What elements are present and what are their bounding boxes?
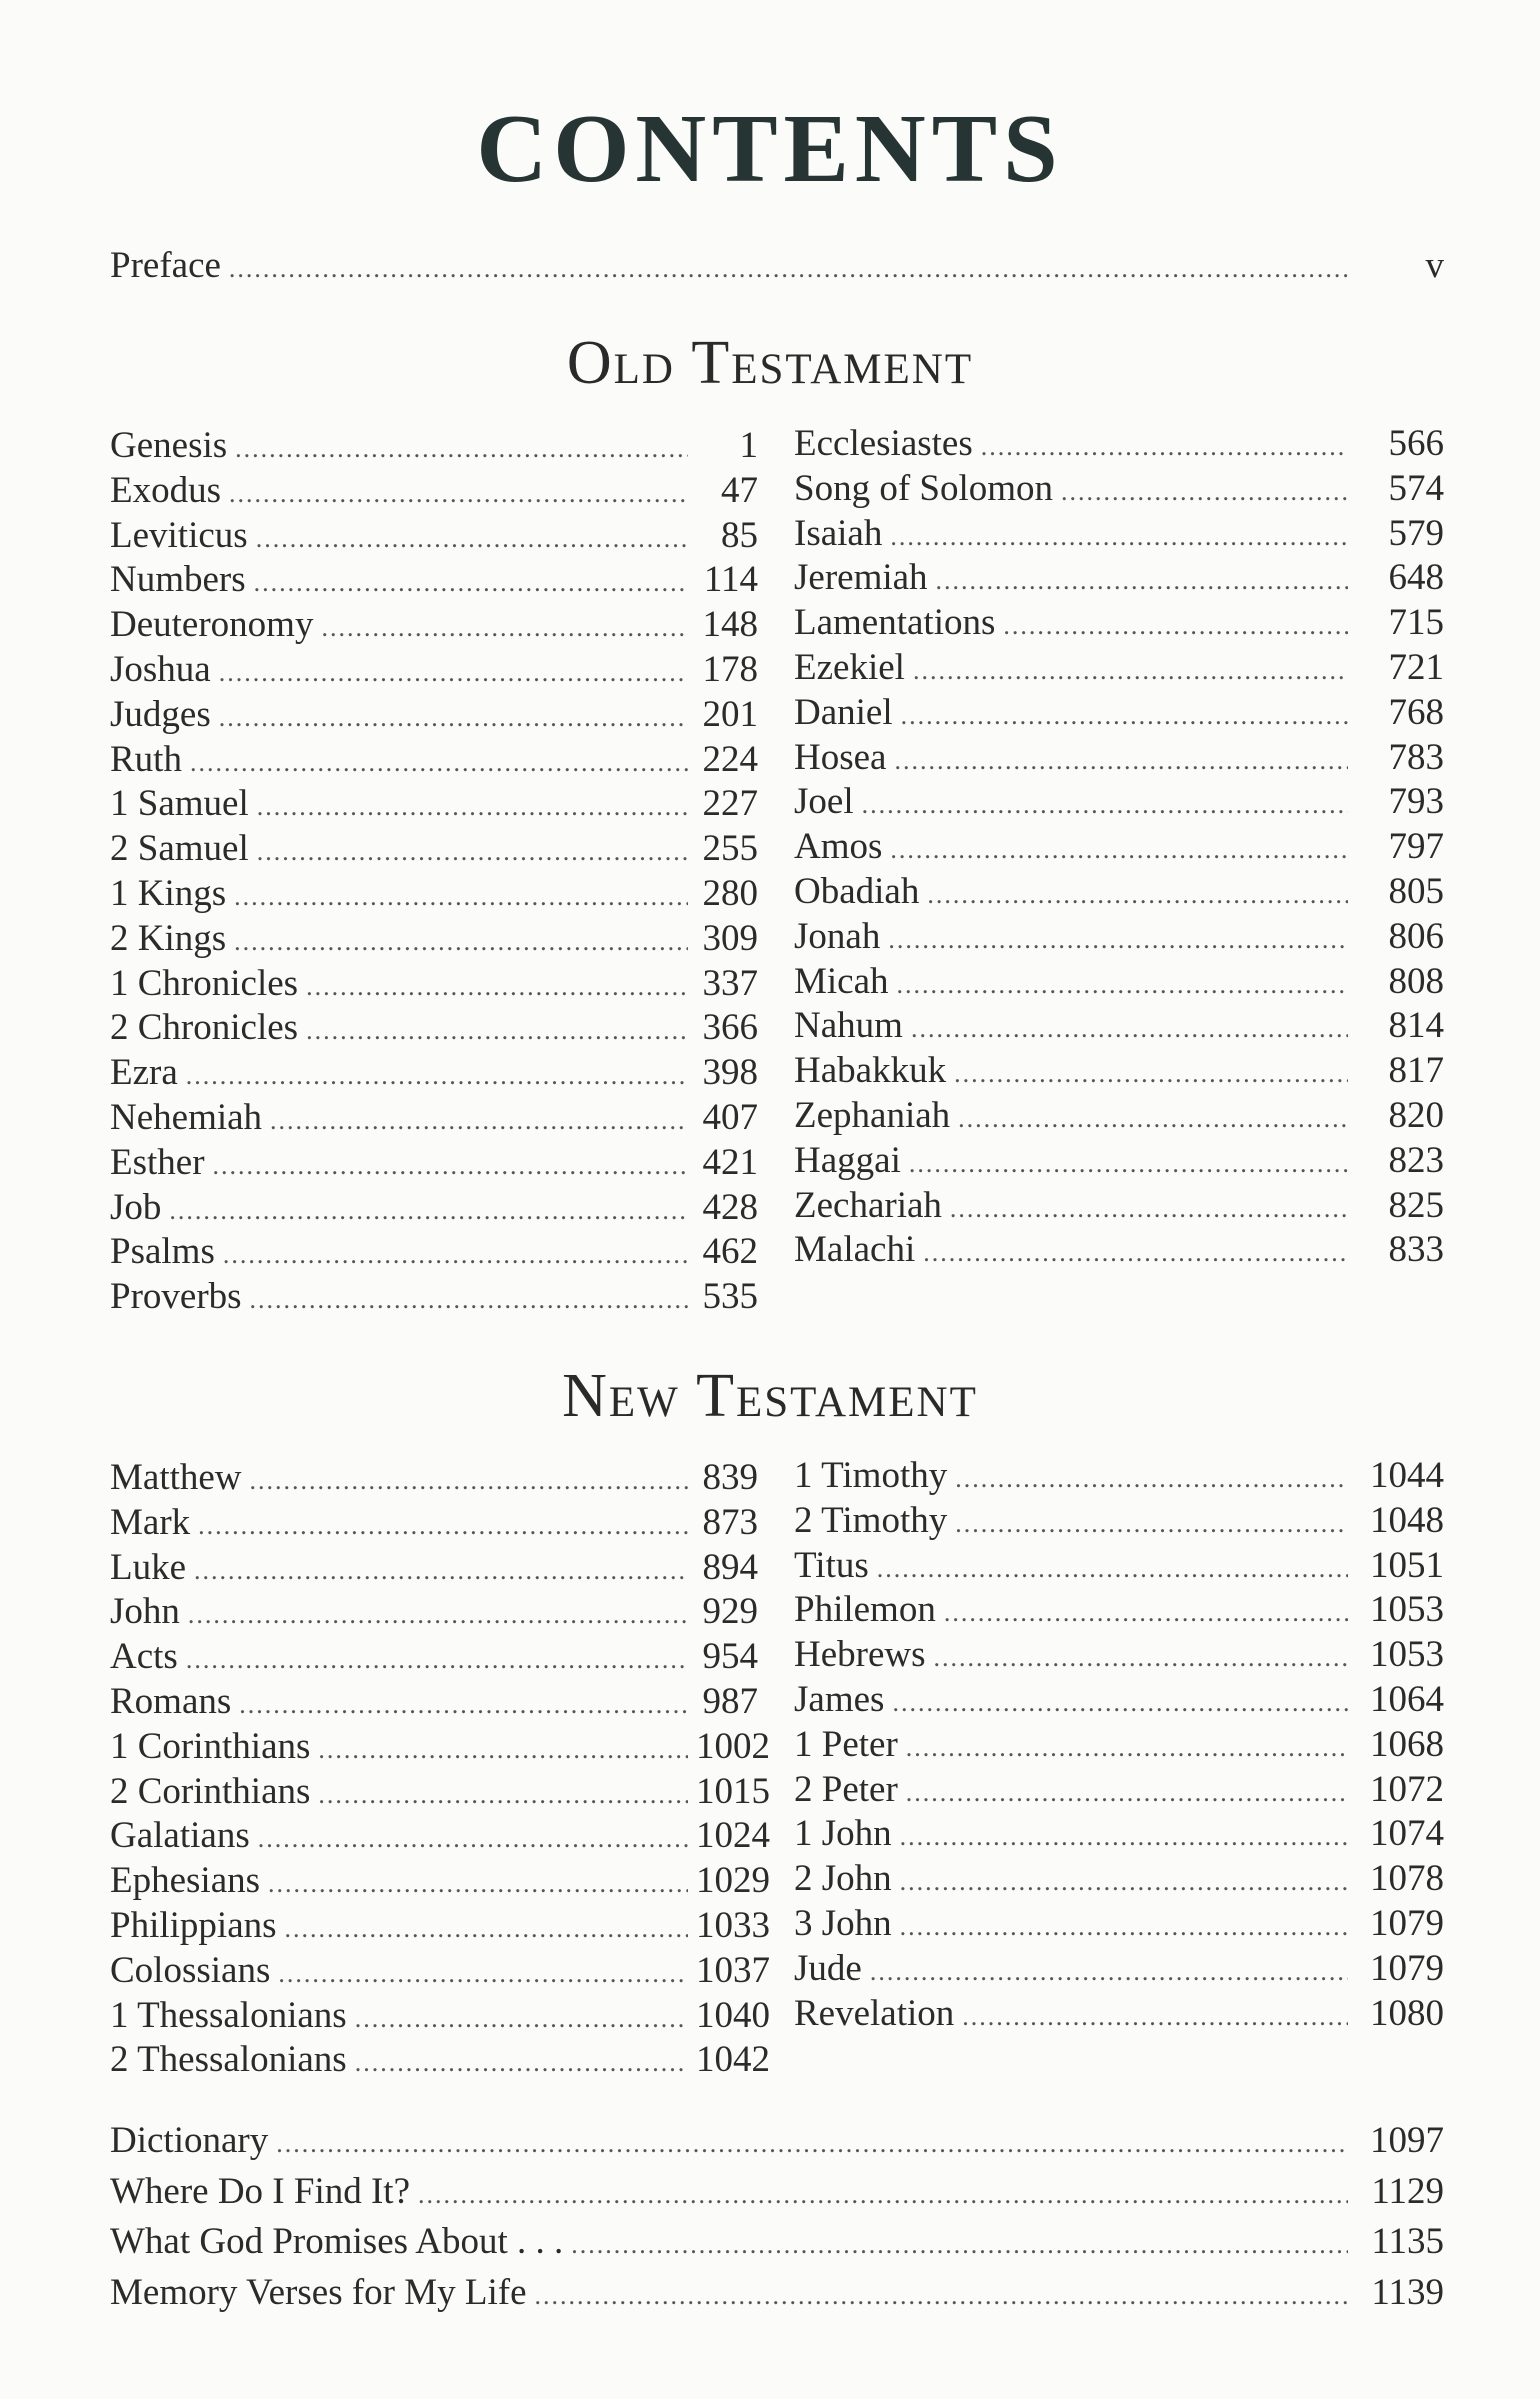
entry-page: 648 [1388, 557, 1444, 599]
dot-leader [257, 829, 688, 874]
entry-page: 783 [1388, 736, 1444, 778]
toc-entry[interactable] [794, 466, 1444, 511]
entry-label: 2 John [794, 1858, 892, 1900]
dot-leader [923, 1230, 1348, 1275]
old-testament-heading: Old Testament [566, 329, 974, 397]
toc-entry[interactable] [110, 871, 758, 916]
dot-leader [877, 1546, 1348, 1591]
toc-entry[interactable] [794, 1946, 1444, 1991]
entry-page: 817 [1388, 1050, 1444, 1092]
dot-leader [944, 1590, 1348, 1635]
entry-page: 820 [1388, 1095, 1444, 1136]
dot-leader [900, 1814, 1348, 1859]
entry-page: 1024 [696, 1815, 770, 1857]
toc-entry[interactable] [110, 647, 758, 692]
entry-page: 1051 [1370, 1544, 1444, 1586]
entry-label: Philemon [794, 1589, 936, 1631]
entry-page: 1079 [1370, 1903, 1444, 1944]
toc-entry[interactable] [110, 1724, 770, 1769]
entry-label: 3 John [794, 1903, 892, 1944]
entry-label: Lamentations [794, 602, 996, 644]
toc-entry[interactable] [110, 1050, 758, 1095]
toc-entry[interactable] [110, 1769, 770, 1814]
dot-leader [927, 872, 1348, 917]
dot-leader [188, 1592, 688, 1637]
dot-leader [890, 514, 1348, 559]
dot-leader [223, 1232, 688, 1277]
dot-leader [198, 1503, 688, 1548]
entry-page: 1029 [696, 1860, 770, 1902]
entry-page: 309 [702, 917, 758, 959]
toc-entry[interactable] [110, 692, 758, 737]
dot-leader [229, 246, 1348, 291]
entry-page: 1135 [1371, 2221, 1444, 2262]
toc-entry[interactable] [794, 1722, 1444, 1767]
toc-entry-preface[interactable] [110, 243, 1444, 288]
dot-leader [250, 1458, 688, 1503]
entry-label: Ezekiel [794, 647, 905, 688]
entry-page: 148 [702, 604, 758, 646]
entry-page: 535 [702, 1276, 758, 1318]
entry-page: 178 [702, 649, 758, 690]
dot-leader [318, 1772, 688, 1817]
toc-entry[interactable] [794, 914, 1444, 959]
dot-leader [285, 1906, 688, 1951]
entry-label: Joel [794, 781, 854, 823]
entry-page: 85 [721, 514, 758, 556]
entry-label: Exodus [110, 469, 221, 511]
entry-label: Romans [110, 1681, 232, 1722]
entry-label: Job [110, 1186, 162, 1228]
entry-page: 987 [702, 1681, 758, 1722]
dot-leader [213, 1143, 688, 1188]
entry-label: Joshua [110, 649, 211, 690]
entry-label: Jonah [794, 915, 881, 957]
entry-page: 574 [1388, 467, 1444, 509]
entry-label: Ezra [110, 1052, 178, 1094]
entry-page: 1078 [1370, 1858, 1444, 1900]
dot-leader [258, 1816, 688, 1861]
entry-label: Deuteronomy [110, 604, 314, 646]
entry-label: Zechariah [794, 1184, 942, 1226]
toc-entry[interactable] [110, 2118, 1444, 2163]
dot-leader [276, 2121, 1348, 2166]
toc-entry[interactable] [794, 1677, 1444, 1722]
entry-label: Colossians [110, 1949, 271, 1991]
entry-label: Zephaniah [794, 1095, 951, 1136]
dot-leader [256, 516, 688, 561]
toc-entry[interactable] [110, 961, 758, 1006]
entry-page: 462 [702, 1231, 758, 1273]
dot-leader [219, 650, 688, 695]
toc-entry[interactable] [110, 468, 758, 513]
entry-label: Nahum [794, 1005, 903, 1047]
entry-label: Esther [110, 1141, 205, 1183]
entry-page: 954 [702, 1636, 758, 1678]
toc-entry[interactable] [794, 1453, 1444, 1498]
entry-label: Song of Solomon [794, 467, 1054, 509]
dot-leader [955, 1456, 1348, 1501]
entry-page: 808 [1388, 960, 1444, 1002]
dot-leader [900, 1904, 1348, 1949]
entry-page: 797 [1388, 826, 1444, 868]
entry-page: 1139 [1371, 2271, 1444, 2313]
dot-leader [355, 2040, 688, 2085]
entry-page: 337 [702, 962, 758, 1004]
toc-entry[interactable] [794, 1543, 1444, 1588]
entry-label: Mark [110, 1501, 191, 1543]
entry-page: 1129 [1371, 2170, 1444, 2212]
toc-entry[interactable] [110, 2219, 1444, 2264]
dot-leader [1061, 469, 1348, 514]
dot-leader [268, 1861, 688, 1906]
entry-label: 2 Samuel [110, 828, 249, 870]
entry-page: 1068 [1370, 1723, 1444, 1765]
dot-leader [306, 964, 688, 1009]
entry-page: 1037 [696, 1949, 770, 1991]
dot-leader [169, 1188, 688, 1233]
toc-entry[interactable] [794, 1767, 1444, 1812]
entry-page: 407 [702, 1097, 758, 1138]
entry-label: 1 Thessalonians [110, 1994, 347, 2036]
toc-entry[interactable] [110, 737, 758, 782]
toc-entry[interactable] [794, 555, 1444, 600]
entry-label: Matthew [110, 1457, 242, 1498]
entry-page: 806 [1388, 915, 1444, 957]
dot-leader [318, 1727, 688, 1772]
entry-page: 1053 [1370, 1634, 1444, 1676]
toc-entry[interactable] [794, 1901, 1444, 1946]
toc-entry[interactable] [110, 1813, 770, 1858]
toc-entry[interactable] [794, 421, 1444, 466]
entry-label: Dictionary [110, 2120, 269, 2161]
entry-label: Habakkuk [794, 1050, 947, 1092]
entry-label: Malachi [794, 1229, 916, 1271]
toc-entry[interactable] [794, 1811, 1444, 1856]
toc-entry[interactable] [110, 1948, 770, 1993]
entry-page: 47 [721, 469, 758, 511]
dot-leader [900, 1859, 1348, 1904]
toc-entry[interactable] [110, 1274, 758, 1319]
toc-entry[interactable] [794, 1003, 1444, 1048]
toc-entry[interactable] [110, 1185, 758, 1230]
toc-entry[interactable] [794, 1227, 1444, 1272]
entry-label: Luke [110, 1546, 187, 1588]
dot-leader [981, 424, 1348, 469]
dot-leader [229, 471, 688, 516]
entry-label: Philippians [110, 1905, 277, 1946]
entry-label: James [794, 1679, 885, 1720]
dot-leader [909, 1141, 1348, 1186]
entry-label: Jeremiah [794, 557, 928, 599]
dot-leader [234, 919, 688, 964]
dot-leader [306, 1008, 688, 1053]
entry-label: 2 Thessalonians [110, 2039, 347, 2081]
entry-label: Memory Verses for My Life [110, 2271, 527, 2313]
dot-leader [913, 648, 1348, 693]
dot-leader [219, 695, 688, 740]
entry-page: 1074 [1370, 1813, 1444, 1855]
dot-leader [862, 782, 1348, 827]
entry-label: Micah [794, 960, 889, 1002]
entry-page: 1079 [1370, 1947, 1444, 1989]
entry-label: Titus [794, 1544, 869, 1586]
entry-page: 1080 [1370, 1992, 1444, 2034]
dot-leader [278, 1951, 688, 1996]
toc-entry[interactable] [110, 423, 758, 468]
entry-page: 793 [1388, 781, 1444, 823]
entry-label: Ruth [110, 738, 182, 780]
dot-leader [254, 560, 688, 605]
toc-entry[interactable] [110, 1679, 758, 1724]
dot-leader [194, 1548, 688, 1593]
dot-leader [897, 962, 1348, 1007]
entry-page: 814 [1388, 1005, 1444, 1047]
dot-leader [235, 426, 688, 471]
dot-leader [250, 1277, 688, 1322]
toc-entry[interactable] [794, 1048, 1444, 1093]
toc-entry[interactable] [110, 1634, 758, 1679]
toc-entry[interactable] [794, 600, 1444, 645]
entry-label: Haggai [794, 1139, 901, 1181]
dot-leader [257, 784, 688, 829]
entry-label: Ecclesiastes [794, 423, 973, 464]
dot-leader [190, 740, 688, 785]
dot-leader [870, 1949, 1348, 1994]
entry-page: 280 [702, 873, 758, 914]
toc-entry[interactable] [110, 2037, 770, 2082]
entry-label: Psalms [110, 1231, 215, 1273]
dot-leader [901, 693, 1348, 738]
dot-leader [888, 917, 1348, 962]
entry-page: 201 [702, 693, 758, 735]
toc-entry[interactable] [794, 1183, 1444, 1228]
toc-entry[interactable] [794, 511, 1444, 556]
entry-page: 805 [1388, 871, 1444, 912]
entry-page: 566 [1388, 423, 1444, 464]
toc-entry[interactable] [794, 1632, 1444, 1677]
toc-entry[interactable] [110, 1229, 758, 1274]
entry-label: 2 Chronicles [110, 1007, 299, 1049]
toc-entry[interactable] [110, 1858, 770, 1903]
entry-label: Ephesians [110, 1860, 261, 1902]
toc-entry[interactable] [794, 645, 1444, 690]
dot-leader [962, 1994, 1348, 2039]
entry-page: 1044 [1370, 1455, 1444, 1496]
toc-entry[interactable] [110, 1589, 758, 1634]
entry-label: Obadiah [794, 871, 920, 912]
entry-label: Leviticus [110, 514, 248, 556]
entry-page: 1042 [696, 2039, 770, 2081]
entry-label: 2 Corinthians [110, 1770, 311, 1812]
entry-label: Amos [794, 826, 883, 868]
toc-entry[interactable] [794, 959, 1444, 1004]
entry-label: Revelation [794, 1992, 955, 2034]
dot-leader [321, 605, 688, 650]
entry-label: Genesis [110, 425, 228, 466]
toc-entry[interactable] [110, 1993, 770, 2038]
entry-label: 1 Chronicles [110, 962, 299, 1004]
dot-leader [906, 1725, 1348, 1770]
entry-page: 825 [1388, 1184, 1444, 1226]
entry-label: Hebrews [794, 1634, 926, 1676]
toc-entry[interactable] [110, 826, 758, 871]
entry-label: Hosea [794, 736, 887, 778]
toc-entry[interactable] [110, 1095, 758, 1140]
entry-page: 1 [739, 425, 758, 466]
toc-entry[interactable] [794, 1991, 1444, 2036]
dot-leader [892, 1680, 1348, 1725]
entry-page: v [1425, 245, 1444, 286]
dot-leader [186, 1637, 688, 1682]
toc-entry[interactable] [794, 690, 1444, 735]
dot-leader [355, 1996, 688, 2041]
toc-entry[interactable] [110, 2270, 1444, 2315]
entry-page: 421 [702, 1141, 758, 1183]
entry-page: 428 [702, 1186, 758, 1228]
dot-leader [1003, 603, 1348, 648]
entry-label: Acts [110, 1636, 178, 1678]
entry-label: 1 Kings [110, 873, 227, 914]
entry-label: Jude [794, 1947, 862, 1989]
dot-leader [239, 1682, 688, 1727]
entry-label: 2 Kings [110, 917, 227, 959]
entry-label: 2 Timothy [794, 1499, 948, 1541]
entry-label: Proverbs [110, 1276, 242, 1318]
toc-entry[interactable] [794, 1138, 1444, 1183]
entry-page: 1040 [696, 1994, 770, 2036]
entry-page: 224 [702, 738, 758, 780]
entry-page: 398 [702, 1052, 758, 1094]
entry-page: 1033 [696, 1905, 770, 1946]
entry-page: 579 [1388, 512, 1444, 554]
entry-page: 255 [702, 828, 758, 870]
entry-label: Nehemiah [110, 1097, 263, 1138]
entry-label: Where Do I Find It? [110, 2170, 411, 2212]
toc-entry[interactable] [110, 1545, 758, 1590]
entry-page: 1097 [1370, 2120, 1444, 2161]
entry-page: 1064 [1370, 1679, 1444, 1720]
dot-leader [894, 738, 1348, 783]
entry-label: Galatians [110, 1815, 250, 1857]
entry-label: Isaiah [794, 512, 883, 554]
entry-page: 1053 [1370, 1589, 1444, 1631]
entry-label: What God Promises About . . . [110, 2221, 564, 2262]
dot-leader [950, 1186, 1348, 1231]
dot-leader [958, 1096, 1348, 1141]
toc-entry[interactable] [110, 513, 758, 558]
toc-entry[interactable] [794, 1587, 1444, 1632]
entry-label: 1 John [794, 1813, 892, 1855]
new-testament-heading: New Testament [562, 1362, 978, 1430]
entry-page: 227 [702, 783, 758, 825]
entry-page: 1048 [1370, 1499, 1444, 1541]
entry-page: 1072 [1370, 1768, 1444, 1810]
toc-entry[interactable] [794, 779, 1444, 824]
entry-page: 721 [1388, 647, 1444, 688]
dot-leader [911, 1006, 1348, 1051]
entry-label: Preface [110, 245, 221, 286]
entry-label: 2 Peter [794, 1768, 898, 1810]
entry-page: 768 [1388, 691, 1444, 733]
entry-label: Daniel [794, 691, 893, 733]
page-title: CONTENTS [476, 95, 1064, 203]
toc-entry[interactable] [110, 916, 758, 961]
entry-page: 833 [1388, 1229, 1444, 1271]
dot-leader [234, 874, 688, 919]
entry-page: 894 [702, 1546, 758, 1588]
entry-label: 1 Timothy [794, 1455, 948, 1496]
entry-page: 929 [702, 1591, 758, 1633]
entry-label: 1 Peter [794, 1723, 898, 1765]
dot-leader [936, 558, 1348, 603]
entry-label: Judges [110, 693, 211, 735]
toc-entry[interactable] [794, 1498, 1444, 1543]
entry-page: 873 [702, 1501, 758, 1543]
entry-page: 114 [703, 559, 758, 601]
entry-page: 823 [1388, 1139, 1444, 1181]
dot-leader [934, 1635, 1348, 1680]
dot-leader [954, 1051, 1348, 1096]
entry-page: 1002 [696, 1725, 770, 1767]
entry-page: 839 [702, 1457, 758, 1498]
toc-entry[interactable] [110, 1005, 758, 1050]
entry-page: 1015 [696, 1770, 770, 1812]
toc-entry[interactable] [110, 781, 758, 826]
dot-leader [571, 2222, 1348, 2267]
entry-label: 1 Corinthians [110, 1725, 311, 1767]
entry-label: Numbers [110, 559, 246, 601]
toc-entry[interactable] [110, 1140, 758, 1185]
dot-leader [186, 1053, 688, 1098]
toc-entry[interactable] [110, 1500, 758, 1545]
toc-entry[interactable] [110, 602, 758, 647]
entry-page: 715 [1388, 602, 1444, 644]
toc-entry[interactable] [794, 869, 1444, 914]
dot-leader [906, 1770, 1348, 1815]
toc-entry[interactable] [110, 1455, 758, 1500]
entry-label: John [110, 1591, 180, 1633]
dot-leader [890, 827, 1348, 872]
dot-leader [270, 1098, 688, 1143]
entry-page: 366 [702, 1007, 758, 1049]
entry-label: 1 Samuel [110, 783, 249, 825]
dot-leader [418, 2172, 1348, 2217]
toc-entry[interactable] [110, 557, 758, 602]
toc-entry[interactable] [794, 1093, 1444, 1138]
dot-leader [955, 1501, 1348, 1546]
toc-entry[interactable] [110, 2169, 1444, 2214]
dot-leader [535, 2273, 1348, 2318]
toc-entry[interactable] [794, 824, 1444, 869]
toc-entry[interactable] [794, 1856, 1444, 1901]
toc-entry[interactable] [794, 735, 1444, 780]
toc-entry[interactable] [110, 1903, 770, 1948]
